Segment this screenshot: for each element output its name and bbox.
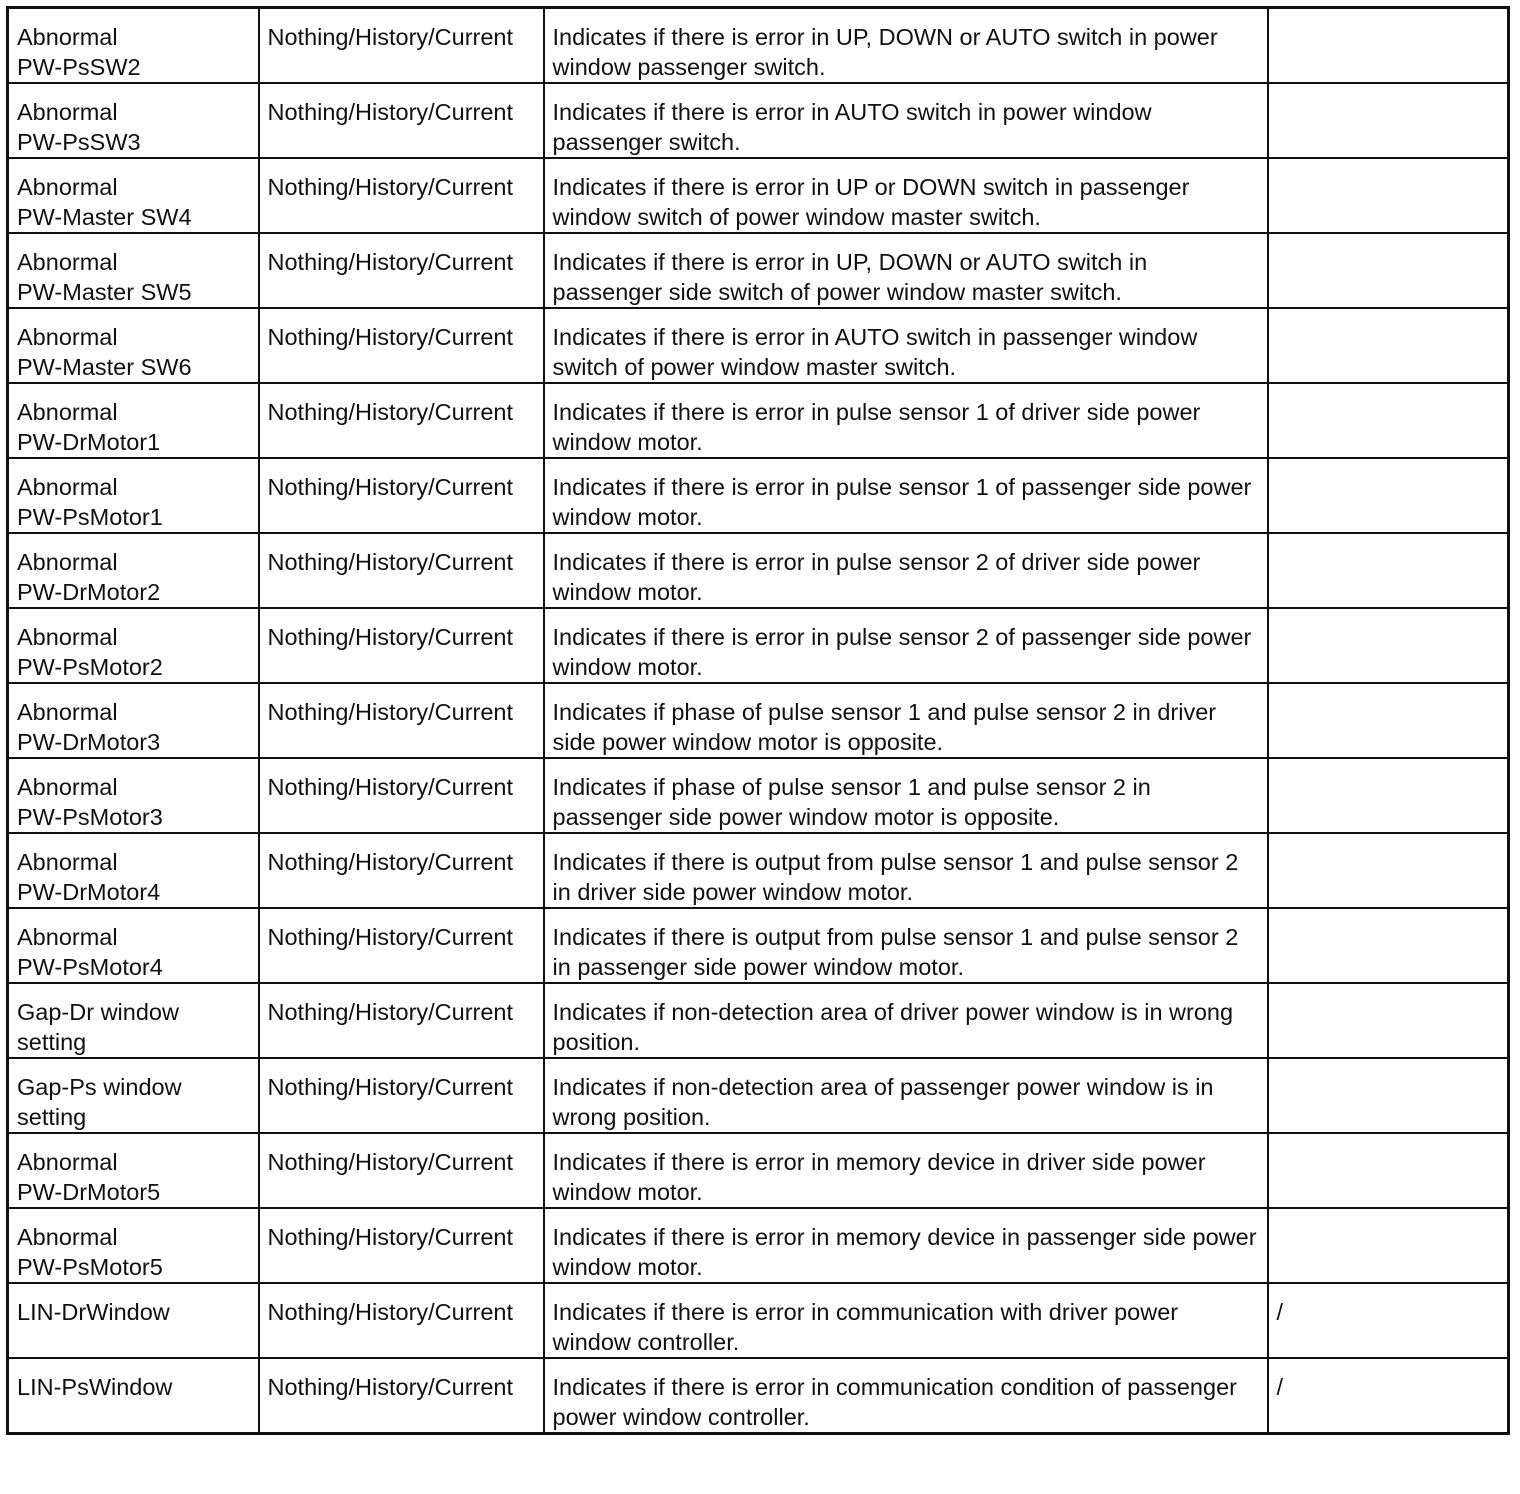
item-cell <box>8 158 259 233</box>
item-cell <box>8 758 259 833</box>
item-name-line: PW-DrMotor3 <box>17 729 161 755</box>
note-cell <box>1268 1133 1509 1208</box>
table-row <box>8 308 1509 383</box>
description-cell: Indicates if there is error in AUTO switch in power window passenger switch. <box>544 83 1268 158</box>
description-cell: Indicates if there is error in pulse sensor 1 of driver side power window motor. <box>544 383 1268 458</box>
status-cell: Nothing/History/Current <box>259 458 544 533</box>
item-name-line: Abnormal <box>17 174 118 200</box>
table-row <box>8 683 1509 758</box>
item-cell <box>8 1358 259 1434</box>
status-cell: Nothing/History/Current <box>259 1058 544 1133</box>
table-row <box>8 233 1509 308</box>
note-cell <box>1268 908 1509 983</box>
status-cell: Nothing/History/Current <box>259 233 544 308</box>
item-name-line: PW-PsMotor2 <box>17 654 163 680</box>
status-cell: Nothing/History/Current <box>259 1208 544 1283</box>
item-cell <box>8 1208 259 1283</box>
item-name-line: Abnormal <box>17 924 118 950</box>
status-cell: Nothing/History/Current <box>259 308 544 383</box>
item-name-line: setting <box>17 1104 87 1130</box>
note-cell <box>1268 83 1509 158</box>
item-name-line: PW-PsMotor1 <box>17 504 163 530</box>
item-name-line: Abnormal <box>17 624 118 650</box>
status-cell: Nothing/History/Current <box>259 908 544 983</box>
description-cell: Indicates if there is error in pulse sensor 2 of driver side power window motor. <box>544 533 1268 608</box>
item-name-line: PW-Master SW6 <box>17 354 192 380</box>
item-cell <box>8 1283 259 1358</box>
note-cell <box>1268 983 1509 1058</box>
table-row <box>8 758 1509 833</box>
item-name-line: Abnormal <box>17 1149 118 1175</box>
description-cell: Indicates if there is error in pulse sensor 2 of passenger side power window motor. <box>544 608 1268 683</box>
status-cell: Nothing/History/Current <box>259 1133 544 1208</box>
item-name-line: PW-PsMotor5 <box>17 1254 163 1280</box>
description-cell: Indicates if there is error in communication with driver power window controller. <box>544 1283 1268 1358</box>
item-cell <box>8 308 259 383</box>
item-cell <box>8 8 259 84</box>
item-cell <box>8 458 259 533</box>
status-cell: Nothing/History/Current <box>259 983 544 1058</box>
description-cell: Indicates if non-detection area of passenger power window is in wrong position. <box>544 1058 1268 1133</box>
table-row <box>8 1283 1509 1358</box>
description-cell: Indicates if there is error in pulse sensor 1 of passenger side power window motor. <box>544 458 1268 533</box>
description-cell: Indicates if there is error in memory device in passenger side power window motor. <box>544 1208 1268 1283</box>
item-cell <box>8 983 259 1058</box>
table-row <box>8 383 1509 458</box>
status-cell: Nothing/History/Current <box>259 1358 544 1434</box>
item-name-line: Abnormal <box>17 399 118 425</box>
item-cell <box>8 833 259 908</box>
note-cell <box>1268 608 1509 683</box>
note-cell <box>1268 458 1509 533</box>
description-cell: Indicates if phase of pulse sensor 1 and pulse sensor 2 in passenger side power window motor is opposite. <box>544 758 1268 833</box>
status-cell: Nothing/History/Current <box>259 683 544 758</box>
note-cell: / <box>1268 1358 1509 1434</box>
diagnosis-table <box>6 6 1510 1435</box>
table-row <box>8 533 1509 608</box>
note-cell <box>1268 833 1509 908</box>
item-name-line: PW-Master SW4 <box>17 204 192 230</box>
description-cell: Indicates if there is error in AUTO switch in passenger window switch of power window master switch. <box>544 308 1268 383</box>
table-row <box>8 158 1509 233</box>
note-cell: / <box>1268 1283 1509 1358</box>
table-row <box>8 1133 1509 1208</box>
item-name-line: PW-DrMotor1 <box>17 429 161 455</box>
description-cell: Indicates if there is output from pulse sensor 1 and pulse sensor 2 in passenger side power window motor. <box>544 908 1268 983</box>
note-cell <box>1268 8 1509 84</box>
description-cell: Indicates if there is error in UP, DOWN or AUTO switch in passenger side switch of power window master switch. <box>544 233 1268 308</box>
item-cell <box>8 908 259 983</box>
item-name-line: PW-DrMotor2 <box>17 579 161 605</box>
description-cell: Indicates if there is error in UP, DOWN or AUTO switch in power window passenger switch. <box>544 8 1268 84</box>
item-name-line: Abnormal <box>17 1224 118 1250</box>
status-cell: Nothing/History/Current <box>259 158 544 233</box>
item-name-line: PW-PsMotor3 <box>17 804 163 830</box>
status-cell: Nothing/History/Current <box>259 1283 544 1358</box>
item-name-line: Abnormal <box>17 699 118 725</box>
table-row <box>8 8 1509 84</box>
note-cell <box>1268 308 1509 383</box>
item-name-line: Abnormal <box>17 774 118 800</box>
status-cell: Nothing/History/Current <box>259 758 544 833</box>
table-row <box>8 608 1509 683</box>
status-cell: Nothing/History/Current <box>259 833 544 908</box>
item-name-line: PW-PsMotor4 <box>17 954 163 980</box>
item-cell <box>8 683 259 758</box>
item-name-line: Abnormal <box>17 849 118 875</box>
item-name-line: Abnormal <box>17 474 118 500</box>
item-name-line: PW-Master SW5 <box>17 279 192 305</box>
status-cell: Nothing/History/Current <box>259 83 544 158</box>
description-cell: Indicates if there is output from pulse sensor 1 and pulse sensor 2 in driver side power window motor. <box>544 833 1268 908</box>
table-row <box>8 458 1509 533</box>
description-cell: Indicates if there is error in memory device in driver side power window motor. <box>544 1133 1268 1208</box>
note-cell <box>1268 758 1509 833</box>
description-cell: Indicates if there is error in UP or DOWN switch in passenger window switch of power window master switch. <box>544 158 1268 233</box>
table-row <box>8 983 1509 1058</box>
item-name-line: Abnormal <box>17 549 118 575</box>
note-cell <box>1268 1208 1509 1283</box>
table-body <box>8 8 1509 1434</box>
item-name-line: Abnormal <box>17 24 118 50</box>
description-cell: Indicates if phase of pulse sensor 1 and pulse sensor 2 in driver side power window motor is opposite. <box>544 683 1268 758</box>
table-row <box>8 83 1509 158</box>
item-name-line: LIN-DrWindow <box>17 1299 170 1325</box>
item-name-line: Gap-Ps window <box>17 1074 182 1100</box>
description-cell: Indicates if non-detection area of driver power window is in wrong position. <box>544 983 1268 1058</box>
item-cell <box>8 608 259 683</box>
table-row <box>8 1208 1509 1283</box>
item-name-line: setting <box>17 1029 87 1055</box>
item-cell <box>8 533 259 608</box>
note-cell <box>1268 1058 1509 1133</box>
item-cell <box>8 83 259 158</box>
table-row <box>8 833 1509 908</box>
note-cell <box>1268 683 1509 758</box>
table-row <box>8 1358 1509 1434</box>
note-cell <box>1268 158 1509 233</box>
item-name-line: PW-PsSW2 <box>17 54 141 80</box>
item-cell <box>8 233 259 308</box>
table-row <box>8 908 1509 983</box>
item-cell <box>8 1133 259 1208</box>
status-cell: Nothing/History/Current <box>259 533 544 608</box>
description-cell: Indicates if there is error in communication condition of passenger power window controller. <box>544 1358 1268 1434</box>
item-name-line: Abnormal <box>17 249 118 275</box>
note-cell <box>1268 533 1509 608</box>
status-cell: Nothing/History/Current <box>259 8 544 84</box>
note-cell <box>1268 233 1509 308</box>
status-cell: Nothing/History/Current <box>259 383 544 458</box>
note-cell <box>1268 383 1509 458</box>
item-name-line: PW-DrMotor5 <box>17 1179 161 1205</box>
item-name-line: Gap-Dr window <box>17 999 179 1025</box>
item-cell <box>8 1058 259 1133</box>
item-cell <box>8 383 259 458</box>
item-name-line: Abnormal <box>17 99 118 125</box>
status-cell: Nothing/History/Current <box>259 608 544 683</box>
item-name-line: LIN-PsWindow <box>17 1374 173 1400</box>
item-name-line: Abnormal <box>17 324 118 350</box>
item-name-line: PW-PsSW3 <box>17 129 141 155</box>
table-row <box>8 1058 1509 1133</box>
item-name-line: PW-DrMotor4 <box>17 879 161 905</box>
